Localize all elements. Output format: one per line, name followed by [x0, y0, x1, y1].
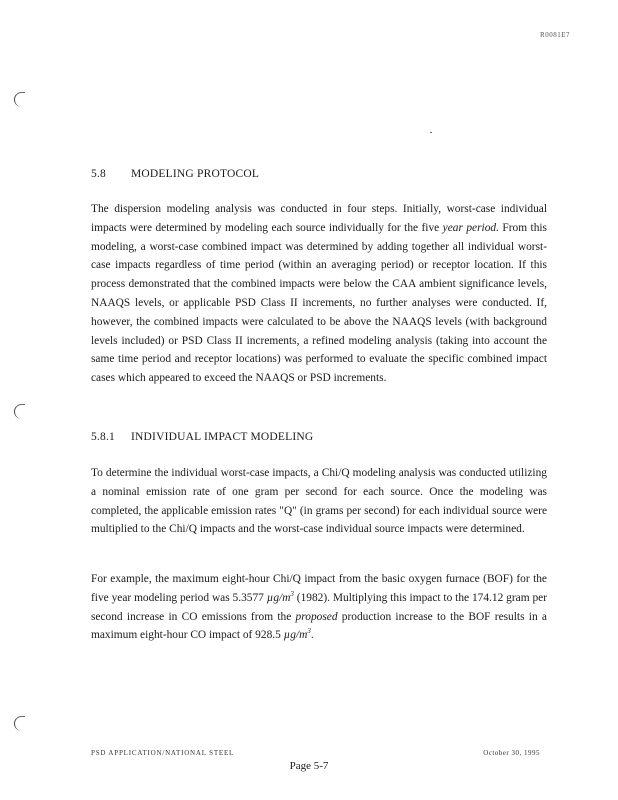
section-heading-modeling-protocol — [91, 168, 259, 180]
section-number: 5.8.1 — [91, 431, 115, 443]
document-id: R0081E7 — [540, 31, 570, 39]
footer-document-title: PSD APPLICATION/NATIONAL STEEL — [91, 749, 235, 757]
section-number: 5.8 — [91, 168, 106, 180]
unit-label: $\mu g/m^3$ — [266, 590, 294, 604]
paragraph-text: For example, the maximum eight-hour Chi/Q impact from the basic oxygen furnace (BOF) for the five year modeling period was 5.3577 — [91, 573, 547, 604]
paragraph-text: The dispersion modeling analysis was conducted in four steps. Initially, worst-case individual impacts were determined by modeling each source individually for the five — [91, 203, 547, 234]
paragraph-chiq-modeling: To determine the individual worst-case impacts, a Chi/Q modeling analysis was conducted utilizing a nominal emission rate of one gram per second for each source. Once the modeling was completed, the applicable emission rates "Q" (in grams per second) for each individual source were multiplied to the Chi/Q impacts and the worst-case individual source impacts were determined. — [91, 467, 547, 536]
section-title: INDIVIDUAL IMPACT MODELING — [131, 431, 314, 443]
scan-mark — [430, 132, 432, 133]
binder-hole-mark — [14, 404, 25, 419]
section-heading-individual-impact — [91, 431, 313, 443]
paragraph-text: From this modeling, a worst-case combined impact was determined by adding together all individual worst-case impacts regardless of time period (within an averaging period) or receptor location. If this process demonstrated that the combined impacts were below the CAA ambient significance levels, NAAQS levels, or applicable PSD Class II increments, no further analyses were conducted. If, however, the combined impacts were calculated to be above the NAAQS levels (with background levels included) or PSD Class II increments, a refined modeling analysis (taking into account the same time period and receptor locations) was performed to evaluate the specific combined impact cases which appeared to exceed the NAAQS or PSD increments. — [91, 221, 547, 385]
section-title: MODELING PROTOCOL — [131, 168, 260, 180]
paragraph-bof-example — [91, 570, 547, 645]
paragraph-text: . — [310, 629, 314, 642]
binder-hole-mark — [14, 716, 25, 731]
paragraph-dispersion-analysis — [91, 200, 547, 388]
unit-label: $\mu g/m^3$ — [283, 627, 311, 642]
footer-date: October 30, 1995 — [483, 749, 540, 757]
binder-hole-mark — [14, 92, 25, 107]
italic-text: year period. — [442, 221, 499, 234]
paragraph-text: (1982). Multiplying this impact to the 174.12 gram per second increase in CO emissions from the — [91, 591, 547, 623]
page-number: Page 5-7 — [289, 760, 329, 772]
paragraph-text: production increase to the BOF results in a maximum eight-hour CO impact of 928.5 — [91, 610, 547, 642]
italic-text: proposed — [295, 610, 338, 623]
